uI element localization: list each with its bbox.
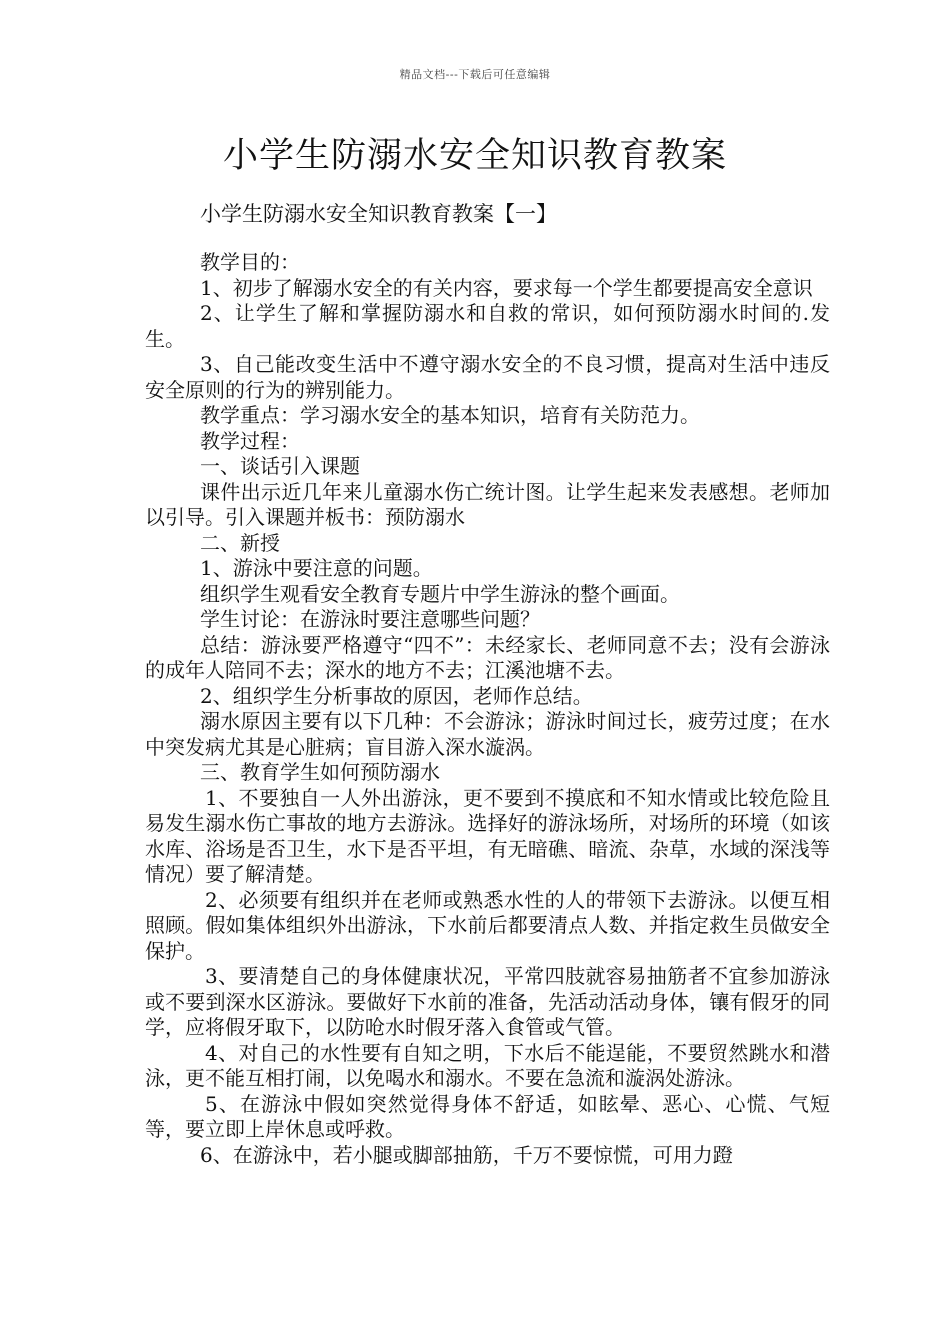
paragraph: 教学目的： <box>200 250 300 274</box>
paragraph: 教学重点：学习溺水安全的基本知识，培育有关防范力。 <box>200 403 700 427</box>
paragraph: 1、游泳中要注意的问题。 <box>200 556 433 580</box>
header-note: 精品文档---下载后可任意编辑 <box>399 68 551 81</box>
paragraph: 5、在游泳中假如突然觉得身体不舒适，如眩晕、恶心、心慌、气短等，要立即上岸休息或呼救。 <box>145 1091 830 1141</box>
paragraph: 3、自己能改变生活中不遵守溺水安全的不良习惯，提高对生活中违反安全原则的行为的辨别能力。 <box>145 352 830 402</box>
paragraph: 4、对自己的水性要有自知之明，下水后不能逞能，不要贸然跳水和潜泳，更不能互相打闹，以免喝水和溺水。不要在急流和漩涡处游泳。 <box>145 1040 830 1090</box>
paragraph: 1、初步了解溺水安全的有关内容，要求每一个学生都要提高安全意识 <box>200 275 813 300</box>
paragraph: 教学过程： <box>200 428 300 453</box>
document-title: 小学生防溺水安全知识教育教案 <box>222 136 727 176</box>
paragraph: 2、让学生了解和掌握防溺水和自救的常识，如何预防溺水时间的.发生。 <box>145 301 830 351</box>
paragraph: 溺水原因主要有以下几种：不会游泳；游泳时间过长，疲劳过度；在水中突发病尤其是心脏病；盲目游入深水漩涡。 <box>145 709 830 759</box>
paragraph: 三、教育学生如何预防溺水 <box>200 760 440 784</box>
paragraph: 2、组织学生分析事故的原因，老师作总结。 <box>200 683 593 708</box>
paragraph: 课件出示近几年来儿童溺水伤亡统计图。让学生起来发表感想。老师加以引导。引入课题并板书：预防溺水 <box>145 479 830 529</box>
paragraph: 总结：游泳要严格遵守“四不”：未经家长、老师同意不去；没有会游泳的成年人陪同不去；深水的地方不去；江溪池塘不去。 <box>145 632 830 682</box>
paragraph: 2、必须要有组织并在老师或熟悉水性的人的带领下去游泳。以便互相照顾。假如集体组织外出游泳，下水前后都要清点人数、并指定救生员做安全保护。 <box>145 887 830 963</box>
paragraph: 3、要清楚自己的身体健康状况，平常四肢就容易抽筋者不宜参加游泳或不要到深水区游泳。要做好下水前的准备，先活动活动身体，镶有假牙的同学，应将假牙取下，以防呛水时假牙落入食管或气管。 <box>145 964 830 1039</box>
section-subtitle: 小学生防溺水安全知识教育教案【一】 <box>200 202 557 226</box>
paragraph: 1、不要独自一人外出游泳，更不要到不摸底和不知水情或比较危险且易发生溺水伤亡事故的地方去游泳。选择好的游泳场所，对场所的环境（如该水库、浴场是否卫生，水下是否平坦，有无暗礁、暗流、杂草，水域的深浅等情况）要了解清楚。 <box>145 785 830 886</box>
paragraph: 学生讨论：在游泳时要注意哪些问题？ <box>200 607 540 631</box>
paragraph: 6、在游泳中，若小腿或脚部抽筋，千万不要惊慌，可用力蹬 <box>200 1142 733 1167</box>
paragraph: 组织学生观看安全教育专题片中学生游泳的整个画面。 <box>200 581 680 606</box>
paragraph: 一、谈话引入课题 <box>200 454 360 478</box>
body-text <box>145 250 830 1168</box>
paragraph: 二、新授 <box>200 530 280 555</box>
